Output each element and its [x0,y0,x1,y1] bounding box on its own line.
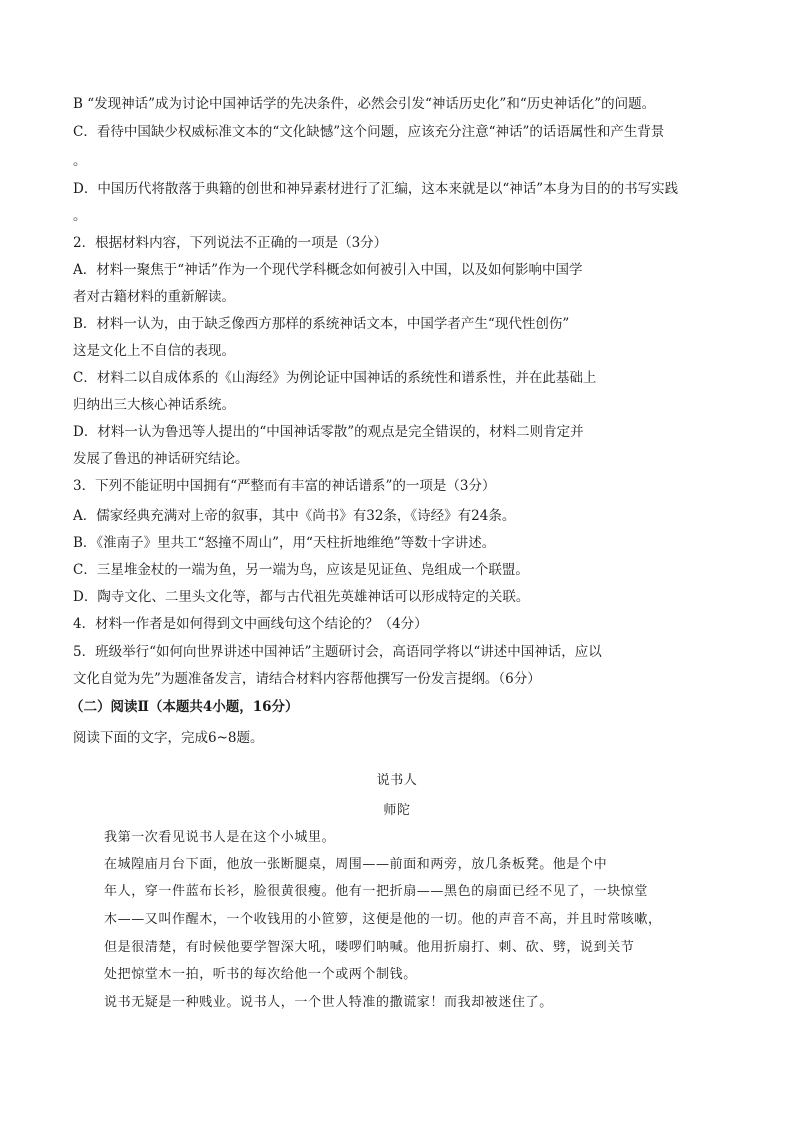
q3-option-d: D．陶寺文化、二里头文化等，都与古代祖先英雄神话可以形成特定的关联。 [73,589,530,605]
story-paragraph: 在城隍庙月台下面，他放一张断腿桌，周围——前面和两旁，放几条板凳。他是个中 [104,857,608,872]
story-paragraph-cont: 年人，穿一件蓝布长衫，脸很黄很瘦。他有一把折扇——黑色的扇面已经不见了，一块惊堂 [104,884,649,899]
q2-option-b: B．材料一认为，由于缺乏像西方那样的系统神话文本，中国学者产生“现代性创伤” [73,316,570,332]
q2-option-b-cont: 这是文化上不自信的表现。 [73,343,235,359]
q1-option-d: D．中国历代将散落于典籍的创世和神异素材进行了汇编，这本来就是以“神话”本身为目的的书写实践 [73,181,679,197]
story-paragraph: 我第一次看见说书人是在这个小城里。 [104,830,336,845]
q2-option-c-cont: 归纳出三大核心神话系统。 [73,397,235,413]
q1-option-d-end: 。 [73,208,87,224]
story-paragraph: 说书无疑是一种贱业。说书人，一个世人特准的撒谎家！而我却被迷住了。 [104,995,553,1010]
q1-option-c-end: 。 [73,153,87,169]
q3-option-b: B．《淮南子》里共工“怒撞不周山”，用“天柱折地维绝”等数十字讲述。 [73,535,496,551]
q3-option-a: A．儒家经典充满对上帝的叙事，其中《尚书》有32条，《诗经》有24条。 [73,508,516,524]
story-paragraph-cont: 木——又叫作醒木，一个收钱用的小笸箩，这便是他的一切。他的声音不高，并且时常咳嗽， [104,912,662,927]
story-author: 师陀 [383,803,411,818]
q2-option-a-cont: 者对古籍材料的重新解读。 [73,289,235,305]
q3-option-c: C．三星堆金杖的一端为鱼，另一端为鸟，应该是见证鱼、凫组成一个联盟。 [73,562,529,578]
q2-stem: 2．根据材料内容，下列说法不正确的一项是（3分） [73,235,388,251]
q5-stem-cont: 文化自觉为先”为题准备发言，请结合材料内容帮他撰写一份发言提纲。（6分） [73,671,541,687]
q3-stem: 3．下列不能证明中国拥有“严整而有丰富的神话谱系”的一项是（3分） [73,478,496,494]
q5-stem: 5．班级举行“如何向世界讲述中国神话”主题研讨会，高语同学将以“讲述中国神话，应以 [73,644,602,660]
q2-option-d-cont: 发展了鲁迅的神话研究结论。 [73,451,249,467]
story-paragraph-cont: 但是很清楚，有时候他要学智深大吼，喽啰们呐喊。他用折扇打、刺、砍、劈，说到关节 [104,940,635,955]
q1-option-c: C．看待中国缺少权威标准文本的“文化缺憾”这个问题，应该充分注意“神话”的话语属性和产生背景 [73,124,665,140]
q1-option-b: B “发现神话”成为讨论中国神话学的先决条件，必然会引发“神话历史化”和“历史神话化”的问题。 [73,96,656,112]
q2-option-a: A．材料一聚焦于“神话”作为一个现代学科概念如何被引入中国，以及如何影响中国学 [73,262,583,278]
story-title: 说书人 [376,773,418,788]
q2-option-d: D．材料一认为鲁迅等人提出的“中国神话零散”的观点是完全错误的，材料二则肯定并 [73,424,584,440]
q4-stem: 4．材料一作者是如何得到文中画线句这个结论的？（4分） [73,616,428,632]
q2-option-c: C．材料二以自成体系的《山海经》为例论证中国神话的系统性和谱系性，并在此基础上 [73,370,597,386]
section-intro: 阅读下面的文字，完成6~8题。 [73,730,264,746]
section-heading: （二）阅读Ⅱ（本题共4小题，16分） [70,699,299,715]
story-paragraph-cont: 处把惊堂木一拍，听书的每次给他一个或两个制钱。 [104,967,417,982]
